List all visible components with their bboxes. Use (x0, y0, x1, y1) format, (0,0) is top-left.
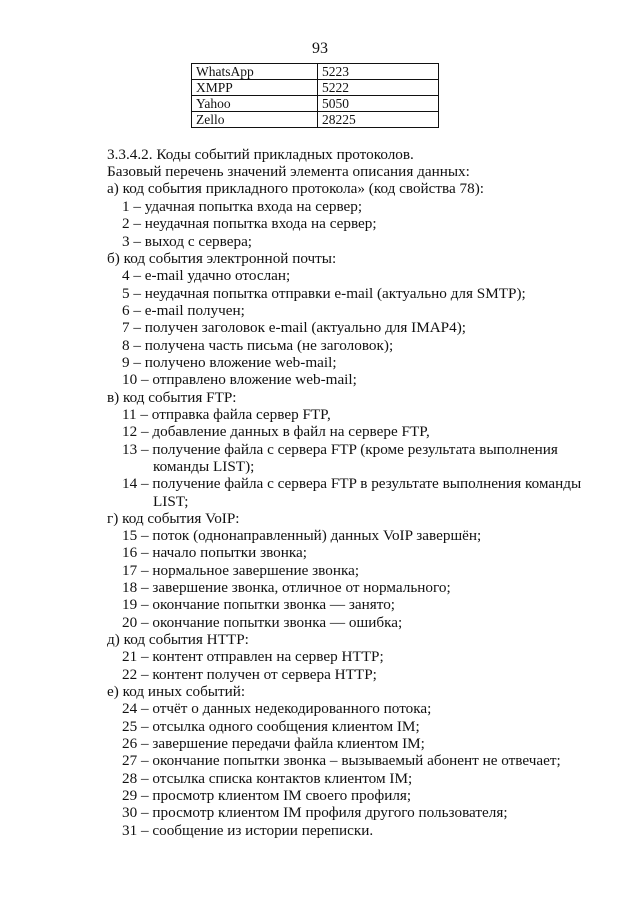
list-item: 16 – начало попытки звонка; (122, 544, 308, 561)
group-title: д) код события HTTP: (107, 631, 249, 648)
list-item: 31 – сообщение из истории переписки. (122, 822, 374, 839)
protocol-port-table (191, 63, 439, 128)
section-heading: 3.3.4.2. Коды событий прикладных протоколов. (107, 146, 414, 163)
list-item: 3 – выход с сервера; (122, 233, 253, 250)
list-item: 30 – просмотр клиентом IM профиля другого пользователя; (122, 804, 508, 821)
protocol-cell: Yahoo (192, 96, 318, 112)
group-title: е) код иных событий: (107, 683, 246, 700)
list-item: 19 – окончание попытки звонка — занято; (122, 596, 396, 613)
list-item-continuation: LIST; (153, 493, 189, 510)
list-item: 2 – неудачная попытка входа на сервер; (122, 215, 377, 232)
group-title: г) код события VoIP: (107, 510, 240, 527)
group-title: в) код события FTP: (107, 389, 237, 406)
group-title: а) код события прикладного протокола» (код свойства 78): (107, 180, 485, 197)
protocol-cell: XMPP (192, 80, 318, 96)
list-item: 24 – отчёт о данных недекодированного потока; (122, 700, 432, 717)
list-item: 10 – отправлено вложение web-mail; (122, 371, 357, 388)
list-item: 25 – отсылка одного сообщения клиентом IM; (122, 718, 420, 735)
list-item: 9 – получено вложение web-mail; (122, 354, 337, 371)
group-title: б) код события электронной почты: (107, 250, 337, 267)
list-item: 21 – контент отправлен на сервер HTTP; (122, 648, 384, 665)
list-item: 6 – e-mail получен; (122, 302, 245, 319)
port-cell: 5050 (318, 96, 439, 112)
table-row (192, 112, 439, 128)
list-item: 26 – завершение передачи файла клиентом IM; (122, 735, 425, 752)
list-item: 14 – получение файла с сервера FTP в результате выполнения команды (122, 475, 582, 492)
section-intro: Базовый перечень значений элемента описания данных: (107, 163, 470, 180)
list-item: 29 – просмотр клиентом IM своего профиля; (122, 787, 412, 804)
list-item: 5 – неудачная попытка отправки e-mail (актуально для SMTP); (122, 285, 526, 302)
list-item: 13 – получение файла с сервера FTP (кроме результата выполнения (122, 441, 558, 458)
list-item: 28 – отсылка списка контактов клиентом IM; (122, 770, 413, 787)
protocol-cell: Zello (192, 112, 318, 128)
list-item: 4 – e-mail удачно отослан; (122, 267, 291, 284)
port-cell: 5222 (318, 80, 439, 96)
page-number: 93 (312, 40, 328, 57)
list-item: 12 – добавление данных в файл на сервере FTP, (122, 423, 430, 440)
list-item: 1 – удачная попытка входа на сервер; (122, 198, 363, 215)
list-item: 27 – окончание попытки звонка – вызываемый абонент не отвечает; (122, 752, 561, 769)
protocol-cell: WhatsApp (192, 64, 318, 80)
list-item: 18 – завершение звонка, отличное от нормального; (122, 579, 451, 596)
table-row (192, 80, 439, 96)
list-item-continuation: команды LIST); (153, 458, 255, 475)
list-item: 17 – нормальное завершение звонка; (122, 562, 360, 579)
list-item: 7 – получен заголовок e-mail (актуально для IMAP4); (122, 319, 467, 336)
table-row (192, 96, 439, 112)
list-item: 20 – окончание попытки звонка — ошибка; (122, 614, 403, 631)
list-item: 15 – поток (однонаправленный) данных VoIP завершён; (122, 527, 482, 544)
table-row (192, 64, 439, 80)
list-item: 8 – получена часть письма (не заголовок); (122, 337, 394, 354)
list-item: 11 – отправка файла сервер FTP, (122, 406, 331, 423)
list-item: 22 – контент получен от сервера HTTP; (122, 666, 377, 683)
port-cell: 28225 (318, 112, 439, 128)
port-cell: 5223 (318, 64, 439, 80)
